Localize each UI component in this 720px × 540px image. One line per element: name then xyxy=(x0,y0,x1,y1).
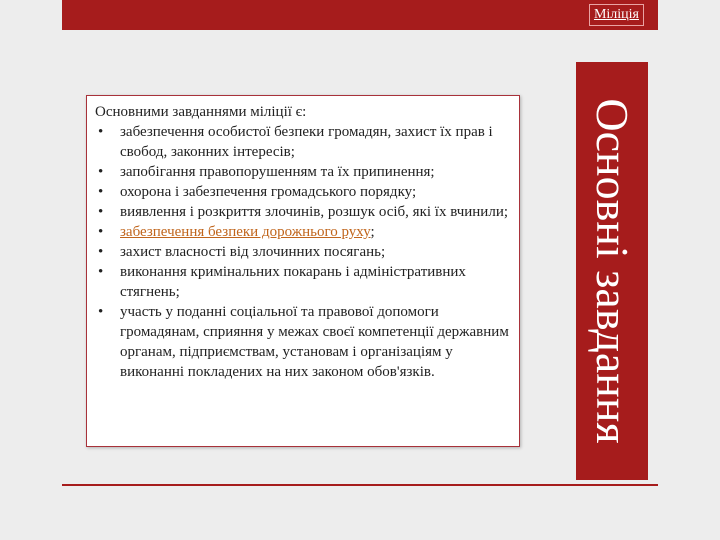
list-item: • запобігання правопорушенням та їх припинення; xyxy=(98,164,435,180)
bottom-divider xyxy=(62,484,658,486)
bullet-icon: • xyxy=(98,244,104,260)
list-item: • забезпечення безпеки дорожнього руху; xyxy=(98,224,375,240)
list-item: • виявлення і розкриття злочинів, розшук осіб, які їх вчинили; xyxy=(98,204,509,220)
top-bar xyxy=(62,0,658,30)
bullet-icon: • xyxy=(98,204,104,220)
bullet-icon: • xyxy=(98,164,104,180)
content-box xyxy=(86,95,520,447)
nav-link-militsiia[interactable]: Міліція xyxy=(589,4,644,26)
list-item: • охорона і забезпечення громадського порядку; xyxy=(98,184,417,200)
bullet-icon: • xyxy=(98,224,104,240)
list-item: • виконання кримінальних покарань і адміністративних стягнень; xyxy=(98,264,466,300)
bullet-icon: • xyxy=(98,124,104,140)
side-title-panel xyxy=(576,62,648,480)
intro-text: Основними завданнями міліції є: xyxy=(95,104,307,120)
slide-title: Основні завдання xyxy=(587,98,638,444)
list-item: • участь у поданні соціальної та правової допомоги громадянам, сприяння у межах своєї компетенції державним органам, підприємствам, установам і організаціям у виконанні покладених на них законом обов'язків. xyxy=(98,304,509,380)
list-item: • захист власності від злочинних посягань; xyxy=(98,244,386,260)
bullet-icon: • xyxy=(98,264,104,280)
bullet-icon: • xyxy=(98,304,104,320)
list-item: • забезпечення особистої безпеки громадян, захист їх прав і свобод, законних інтересів; xyxy=(98,124,493,160)
duties-list xyxy=(95,122,511,382)
bullet-icon: • xyxy=(98,184,104,200)
traffic-safety-link[interactable]: забезпечення безпеки дорожнього руху xyxy=(120,224,371,240)
